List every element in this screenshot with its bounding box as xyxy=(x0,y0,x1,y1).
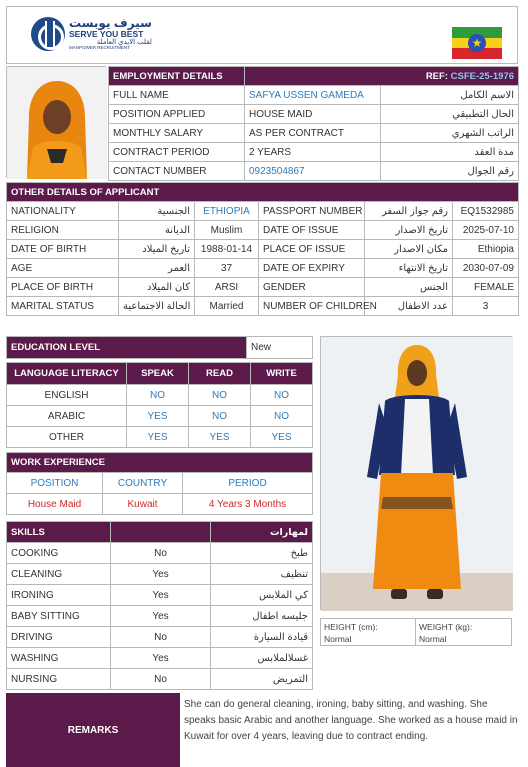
weight-value: Normal xyxy=(419,634,447,644)
read-value: NO xyxy=(189,406,251,427)
contact-number-value: 0923504867 xyxy=(245,162,381,181)
monthly-salary-value: AS PER CONTRACT xyxy=(245,124,381,143)
remarks-label: REMARKS xyxy=(6,693,180,767)
skill-name: NURSING xyxy=(7,669,111,690)
nationality-value: ETHIOPIA xyxy=(195,202,259,221)
table-row xyxy=(7,585,313,606)
table-row xyxy=(109,105,519,124)
skill-name-arabic: طبخ xyxy=(211,543,313,564)
logo-english-name: SERVE YOU BEST xyxy=(69,28,144,39)
height-label: HEIGHT (cm): xyxy=(324,622,378,632)
education-level-value: New xyxy=(247,337,313,359)
field-label-arabic: رقم جواز السفر xyxy=(365,202,453,221)
full-name-value: SAFYA USSEN GAMEDA xyxy=(245,86,381,105)
field-label-arabic: كان الميلاد xyxy=(119,278,195,297)
field-label-arabic: الحالة الاجتماعية xyxy=(119,297,195,316)
field-label-arabic: مكان الاصدار xyxy=(365,240,453,259)
work-position-value: House Maid xyxy=(7,494,103,515)
table-row xyxy=(7,669,313,690)
language-name: ENGLISH xyxy=(7,385,127,406)
date-of-birth-value: 1988-01-14 xyxy=(195,240,259,259)
language-literacy-table xyxy=(6,362,313,448)
write-value: YES xyxy=(251,427,313,448)
table-row xyxy=(7,385,313,406)
field-label: GENDER xyxy=(259,278,365,297)
skill-name-arabic: التمريض xyxy=(211,669,313,690)
field-label: PLACE OF BIRTH xyxy=(7,278,119,297)
table-row xyxy=(109,162,519,181)
field-label-arabic: الجنسية xyxy=(119,202,195,221)
language-name: OTHER xyxy=(7,427,127,448)
field-label: DATE OF BIRTH xyxy=(7,240,119,259)
field-label: PLACE OF ISSUE xyxy=(259,240,365,259)
table-row xyxy=(7,221,519,240)
field-label: NATIONALITY xyxy=(7,202,119,221)
field-label-arabic: الحال التطبيقي xyxy=(381,105,519,124)
speak-value: NO xyxy=(127,385,189,406)
company-logo xyxy=(31,17,152,51)
skill-name: BABY SITTING xyxy=(7,606,111,627)
height-value: Normal xyxy=(324,634,352,644)
remarks-text: She can do general cleaning, ironing, baby sitting, and washing. She speaks basic Arabic and another language. She worked as a house maid in Kuwait for over 4 years, leaving due to contract ending. xyxy=(184,699,518,742)
number-of-children-value: 3 xyxy=(453,297,519,316)
skill-value: No xyxy=(111,543,211,564)
document-header xyxy=(6,6,518,64)
field-label: MONTHLY SALARY xyxy=(109,124,245,143)
read-value: NO xyxy=(189,385,251,406)
table-row xyxy=(7,406,313,427)
skill-name: WASHING xyxy=(7,648,111,669)
table-row xyxy=(7,259,519,278)
skill-value: No xyxy=(111,627,211,648)
logo-arabic-subtitle: لقلب الايدي العاملة xyxy=(96,38,152,46)
field-label: AGE xyxy=(7,259,119,278)
write-value: NO xyxy=(251,385,313,406)
field-label-arabic: تاريخ الميلاد xyxy=(119,240,195,259)
table-row xyxy=(7,543,313,564)
education-level-label: EDUCATION LEVEL xyxy=(7,337,247,359)
religion-value: Muslim xyxy=(195,221,259,240)
height-box xyxy=(320,618,416,646)
table-row xyxy=(7,606,313,627)
passport-number-value: EQ1532985 xyxy=(453,202,519,221)
skill-value: Yes xyxy=(111,564,211,585)
skills-table xyxy=(6,521,313,690)
skill-value: Yes xyxy=(111,606,211,627)
position-header: POSITION xyxy=(7,473,103,494)
work-experience-title: WORK EXPERIENCE xyxy=(7,453,313,473)
skill-value: Yes xyxy=(111,648,211,669)
ethiopia-flag-icon: ★ xyxy=(452,27,502,59)
reference-number: REF: CSFE-25-1976 xyxy=(245,67,519,86)
logo-emblem-icon xyxy=(31,17,65,51)
field-label-arabic: الاسم الكامل xyxy=(381,86,519,105)
table-row xyxy=(109,86,519,105)
read-header: READ xyxy=(189,363,251,385)
skill-name: DRIVING xyxy=(7,627,111,648)
age-value: 37 xyxy=(195,259,259,278)
field-label-arabic: تاريخ الانتهاء xyxy=(365,259,453,278)
skill-name-arabic: تنظيف xyxy=(211,564,313,585)
field-label: CONTRACT PERIOD xyxy=(109,143,245,162)
speak-value: YES xyxy=(127,427,189,448)
field-label-arabic: الراتب الشهري xyxy=(381,124,519,143)
field-label: NUMBER OF CHILDREN xyxy=(259,297,365,316)
marital-status-value: Married xyxy=(195,297,259,316)
period-header: PERIOD xyxy=(183,473,313,494)
work-country-value: Kuwait xyxy=(103,494,183,515)
table-row xyxy=(7,202,519,221)
table-row xyxy=(7,278,519,297)
skill-name: COOKING xyxy=(7,543,111,564)
work-period-value: 4 Years 3 Months xyxy=(183,494,313,515)
table-row xyxy=(7,297,519,316)
weight-label: WEIGHT (kg): xyxy=(419,622,473,632)
speak-header: SPEAK xyxy=(127,363,189,385)
applicant-portrait-photo xyxy=(6,66,106,178)
gender-value: FEMALE xyxy=(453,278,519,297)
skill-value: Yes xyxy=(111,585,211,606)
table-row xyxy=(7,648,313,669)
education-level-table xyxy=(6,336,313,359)
field-label: FULL NAME xyxy=(109,86,245,105)
weight-box xyxy=(415,618,512,646)
field-label: CONTACT NUMBER xyxy=(109,162,245,181)
skill-name-arabic: جليسه اطفال xyxy=(211,606,313,627)
skills-title-arabic: لمهارات xyxy=(211,522,313,543)
field-label: PASSPORT NUMBER xyxy=(259,202,365,221)
table-row xyxy=(7,427,313,448)
employment-details-title: EMPLOYMENT DETAILS xyxy=(109,67,245,86)
table-row xyxy=(109,124,519,143)
write-header: WRITE xyxy=(251,363,313,385)
field-label: POSITION APPLIED xyxy=(109,105,245,124)
speak-value: YES xyxy=(127,406,189,427)
field-label-arabic: مدة العقد xyxy=(381,143,519,162)
skill-name-arabic: كي الملابس xyxy=(211,585,313,606)
place-of-birth-value: ARSI xyxy=(195,278,259,297)
language-header: LANGUAGE LITERACY xyxy=(7,363,127,385)
field-label-arabic: رقم الجوال xyxy=(381,162,519,181)
read-value: YES xyxy=(189,427,251,448)
skill-value: No xyxy=(111,669,211,690)
field-label-arabic: عدد الاطفال xyxy=(365,297,453,316)
skill-name: CLEANING xyxy=(7,564,111,585)
table-row xyxy=(7,627,313,648)
country-header: COUNTRY xyxy=(103,473,183,494)
employment-details-table xyxy=(108,66,519,181)
skill-name: IRONING xyxy=(7,585,111,606)
contract-period-value: 2 YEARS xyxy=(245,143,381,162)
language-name: ARABIC xyxy=(7,406,127,427)
other-details-table xyxy=(6,182,519,316)
applicant-full-body-photo xyxy=(320,336,512,610)
table-row xyxy=(7,240,519,259)
date-of-issue-value: 2025-07-10 xyxy=(453,221,519,240)
skill-name-arabic: قيادة السيارة xyxy=(211,627,313,648)
field-label: DATE OF ISSUE xyxy=(259,221,365,240)
skill-name-arabic: غسلالملابس xyxy=(211,648,313,669)
field-label-arabic: العمر xyxy=(119,259,195,278)
field-label: MARITAL STATUS xyxy=(7,297,119,316)
table-row xyxy=(7,564,313,585)
field-label: RELIGION xyxy=(7,221,119,240)
skills-title: SKILLS xyxy=(7,522,111,543)
write-value: NO xyxy=(251,406,313,427)
field-label-arabic: الديانة xyxy=(119,221,195,240)
table-row xyxy=(7,494,313,515)
date-of-expiry-value: 2030-07-09 xyxy=(453,259,519,278)
table-row xyxy=(109,143,519,162)
field-label-arabic: تاريخ الاصدار xyxy=(365,221,453,240)
logo-english-subtitle: MANPOWER RECRUITMENT xyxy=(69,45,130,51)
work-experience-table xyxy=(6,452,313,515)
field-label: DATE OF EXPIRY xyxy=(259,259,365,278)
logo-arabic-name: سيرف يوبست xyxy=(69,16,152,31)
field-label-arabic: الجنس xyxy=(365,278,453,297)
position-applied-value: HOUSE MAID xyxy=(245,105,381,124)
place-of-issue-value: Ethiopia xyxy=(453,240,519,259)
other-details-title: OTHER DETAILS OF APPLICANT xyxy=(7,183,519,202)
